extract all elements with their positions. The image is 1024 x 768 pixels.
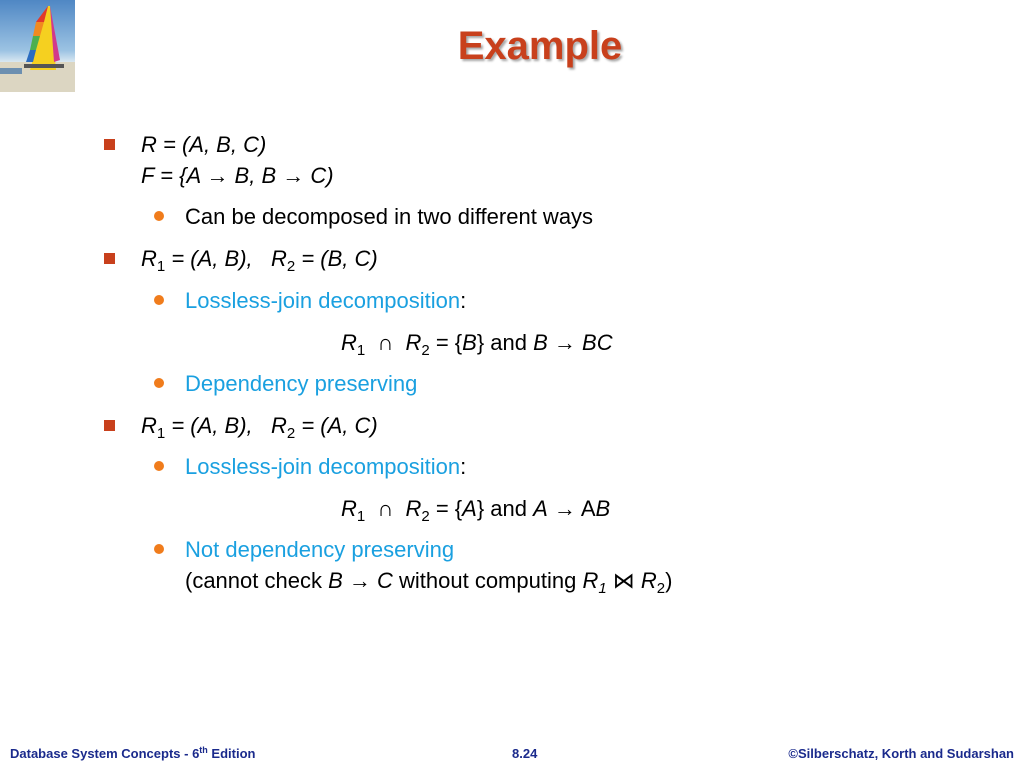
bullet-square-icon [104, 139, 115, 150]
bullet-dot-icon [154, 461, 164, 471]
fd-set-F-line: F = {A → B, B → C) [141, 163, 334, 188]
lossless-join-item-2: Lossless-join decomposition: [185, 454, 467, 479]
not-dependency-preserving-link[interactable]: Not dependency preserving [185, 537, 455, 562]
dependency-preserving-link[interactable]: Dependency preserving [185, 371, 418, 396]
footer-copyright: ©Silberschatz, Korth and Sudarshan [788, 746, 1014, 761]
bullet-dot-icon [154, 544, 164, 554]
bullet-square-icon [104, 253, 115, 264]
decomposition-2-line: $R_1 = (A$, B), $R_2 = (A$, C) [141, 413, 378, 442]
lossless-join-item-1: Lossless-join decomposition: [185, 288, 467, 313]
decomposed-two-ways-text: Can be decomposed in two different ways [185, 204, 594, 229]
decomposition-1-line: $R_1 = (A$, B), $R_2 = (B$, C) [141, 246, 378, 275]
intersection-formula-1: $R_1$ ∩ $R_2 = \{B\}$ and B → BC [341, 330, 613, 359]
bullet-square-icon [104, 420, 115, 431]
lossless-join-link-1[interactable]: Lossless-join decomposition [185, 288, 461, 313]
footer-slide-number: 8.24 [512, 746, 538, 761]
footer-book-title: Database System Concepts - 6th Edition [10, 745, 256, 761]
cannot-check-note: (cannot check B → C without computing $R_1$ ⋈ $R_2$) [185, 568, 673, 597]
bullet-dot-icon [154, 211, 164, 221]
bullet-dot-icon [154, 378, 164, 388]
relation-R-line: R = (A, B, C) [141, 132, 267, 157]
intersection-formula-2: $R_1$ ∩ $R_2 = \{A\}$ and A → AB [341, 496, 611, 525]
slide-title: Example [457, 24, 623, 68]
lossless-join-link-2[interactable]: Lossless-join decomposition [185, 454, 461, 479]
bullet-dot-icon [154, 295, 164, 305]
